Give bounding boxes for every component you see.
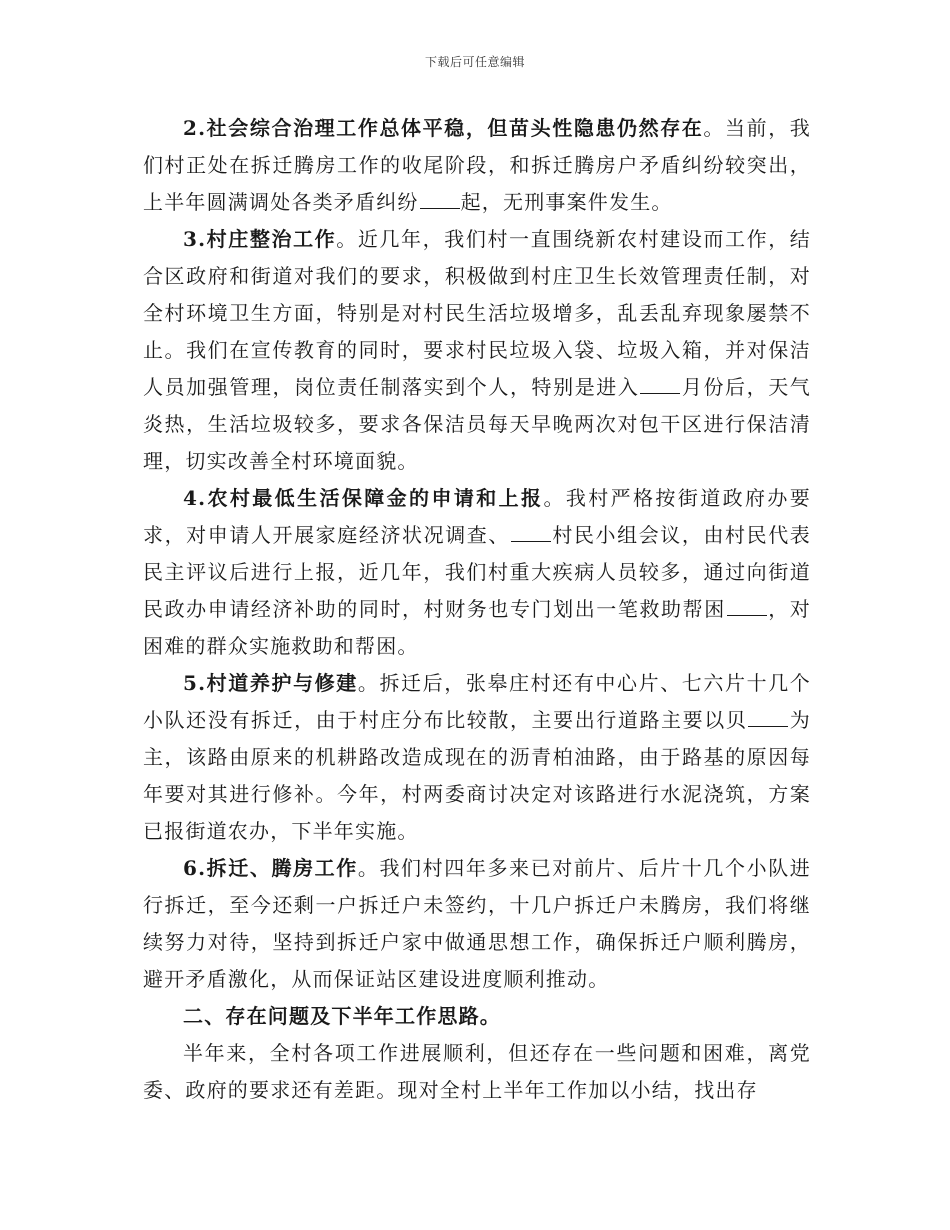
paragraph-heading: 2.社会综合治理工作总体平稳，但苗头性隐患仍然存在 bbox=[183, 116, 704, 140]
paragraph-text: 。我们村四年多来已对前片、后片十几个小队进行拆迁，至今还剩一户拆迁户未签约，十几户拆迁户未腾房，我们将继续努力对待，坚持到拆迁户家中做通思想工作，确保拆迁户顺利腾房，避开矛盾激化，从而保证站区建设进度顺利推动。 bbox=[143, 856, 811, 991]
paragraph-heading: 3.村庄整治工作 bbox=[183, 227, 337, 251]
fill-in-blank bbox=[748, 708, 788, 727]
paragraph-heading: 6.拆迁、腾房工作 bbox=[183, 856, 358, 880]
paragraph-text: 半年来，全村各项工作进展顺利，但还存在一些问题和困难，离党委、政府的要求还有差距。现对全村上半年工作加以小结，找出存 bbox=[143, 1041, 811, 1102]
paragraph-text: 。拆迁后，张皋庄村还有中心片、七六片十几个小队还没有拆迁，由于村庄分布比较散，主要出行道路主要以贝 bbox=[143, 671, 811, 732]
paragraph-text: 为主，该路由原来的机耕路改造成现在的沥青柏油路，由于路基的原因每年要对其进行修补。今年，村两委商讨决定对该路进行水泥浇筑，方案已报街道农办，下半年实施。 bbox=[143, 708, 811, 843]
paragraph-text: 月份后，天气炎热，生活垃圾较多，要求各保洁员每天早晚两次对包干区进行保洁清理，切实改善全村环境面貌。 bbox=[143, 375, 811, 473]
paragraph-minimum-living-allowance bbox=[143, 480, 811, 665]
page-header: 下载后可任意编辑 bbox=[424, 55, 525, 69]
paragraph-heading: 4.农村最低生活保障金的申请和上报 bbox=[183, 486, 544, 510]
fill-in-blank bbox=[727, 597, 767, 616]
section-heading-problems bbox=[143, 998, 811, 1035]
fill-in-blank bbox=[640, 375, 680, 394]
paragraph-text: 。当前，我们村正处在拆迁腾房工作的收尾阶段，和拆迁腾房户矛盾纠纷较突出，上半年圆满调处各类矛盾纠纷 bbox=[143, 116, 811, 214]
paragraph-text: 。近几年，我们村一直围绕新农村建设而工作，结合区政府和街道对我们的要求，积极做到村庄卫生长效管理责任制，对全村环境卫生方面，特别是对村民生活垃圾增多，乱丢乱弃现象屡禁不止。我们在宣传教育的同时，要求村民垃圾入袋、垃圾入箱，并对保洁人员加强管理，岗位责任制落实到个人，特别是进入 bbox=[143, 227, 811, 399]
paragraph-demolition bbox=[143, 850, 811, 998]
paragraph-summary bbox=[143, 1035, 811, 1109]
paragraph-social-governance bbox=[143, 110, 811, 221]
paragraph-village-renovation bbox=[143, 221, 811, 480]
section-heading: 二、存在问题及下半年工作思路。 bbox=[183, 1004, 501, 1028]
paragraph-text: 村民小组会议，由村民代表民主评议后进行上报，近几年，我们村重大疾病人员较多，通过向街道民政办申请经济补助的同时，村财务也专门划出一笔救助帮困 bbox=[143, 523, 811, 621]
paragraph-text: 起，无刑事案件发生。 bbox=[460, 190, 673, 214]
fill-in-blank bbox=[420, 190, 460, 209]
paragraph-text: 。我村严格按街道政府办要求，对申请人开展家庭经济状况调查、 bbox=[143, 486, 812, 547]
paragraph-heading: 5.村道养护与修建 bbox=[183, 671, 358, 695]
fill-in-blank bbox=[511, 523, 551, 542]
document-body bbox=[143, 110, 811, 1109]
paragraph-village-roads bbox=[143, 665, 811, 850]
paragraph-text: ，对困难的群众实施救助和帮困。 bbox=[143, 597, 811, 658]
